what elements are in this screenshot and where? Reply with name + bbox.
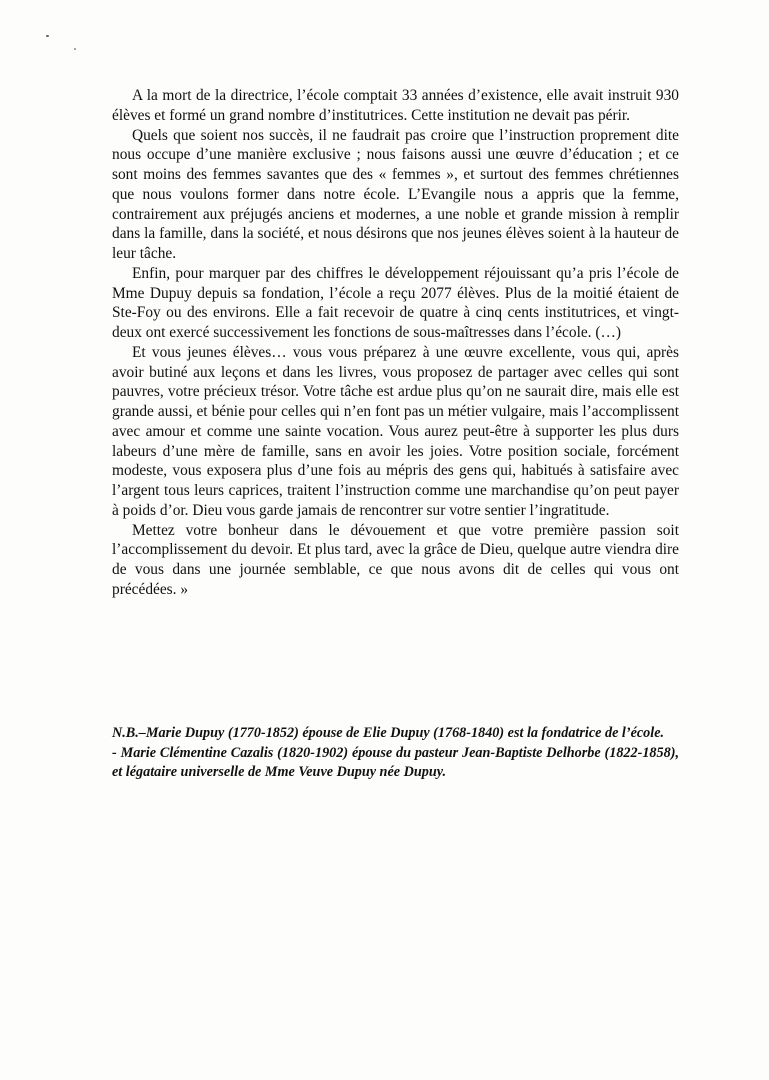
paragraph-directrice: A la mort de la directrice, l’école comptait 33 années d’existence, elle avait instruit 930 élèves et formé un grand nombre d’institutrices. Cette institution ne devait pas périr. — [112, 87, 679, 124]
scan-speck — [46, 35, 49, 37]
paragraph-statistics: Enfin, pour marquer par des chiffres le développement réjouissant qu’a pris l’école de Mme Dupuy depuis sa fondation, l’école a reçu 2077 élèves. Plus de la moitié étaient de Ste-Foy ou des environs. Elle a fait recevoir de quatre à cinq cents institutrices, et vingt-deux ont exercé successivement les fonctions de sous-maîtresses dans l’école. (…) — [112, 264, 679, 341]
body-text — [112, 86, 679, 600]
paragraph-devotion: Mettez votre bonheur dans le dévouement et que votre première passion soit l’accomplissement du devoir. Et plus tard, avec la grâce de Dieu, quelque autre viendra dire de vous dans une journée semblable, ce que nous avons dit de celles qui vous ont précédées. » — [112, 521, 679, 598]
paragraph-young-students: Et vous jeunes élèves… vous vous préparez à une œuvre excellente, vous qui, après avoir butiné aux leçons et dans les livres, vous proposez de partager avec celles qui sont pauvres, votre précieux trésor. Votre tâche est ardue plus qu’on ne saurait dire, mais elle est grande aussi, et bénie pour celles qui n’en font pas un métier vulgaire, mais l’accomplissent avec amour et comme une sainte vocation. Vous aurez peut-être à supporter les plus durs labeurs d’une mère de famille, sans en avoir les joies. Votre position sociale, forcément modeste, vous exposera plus d’une fois au mépris des gens qui, habitués à satisfaire avec l’argent tous leurs caprices, traitent l’instruction comme une marchandise qu’on peut payer à poids d’or. Dieu vous garde jamais de rencontrer sur votre sentier l’ingratitude. — [112, 343, 679, 519]
note-marie-cazalis: - Marie Clémentine Cazalis (1820-1902) épouse du pasteur Jean-Baptiste Delhorbe (1822-1858), et légataire universelle de Mme Veuve Dupuy née Dupuy. — [112, 744, 679, 780]
note-marie-dupuy: N.B.–Marie Dupuy (1770-1852) épouse de Elie Dupuy (1768-1840) est la fondatrice de l’école. — [112, 725, 665, 741]
paragraph-education: Quels que soient nos succès, il ne faudrait pas croire que l’instruction proprement dite nous occupe d’une manière exclusive ; nous faisons aussi une œuvre d’éducation ; et ce sont moins des femmes savantes que des « femmes », et surtout des femmes chrétiennes que nous voulons former dans notre école. L’Evangile nous a appris que la femme, contrairement aux préjugés anciens et modernes, a une noble et grande mission à remplir dans la famille, dans la société, et nous désirons que nos jeunes élèves soient à la hauteur de leur tâche. — [112, 126, 679, 262]
scan-speck — [74, 48, 76, 50]
footnotes — [112, 724, 679, 783]
